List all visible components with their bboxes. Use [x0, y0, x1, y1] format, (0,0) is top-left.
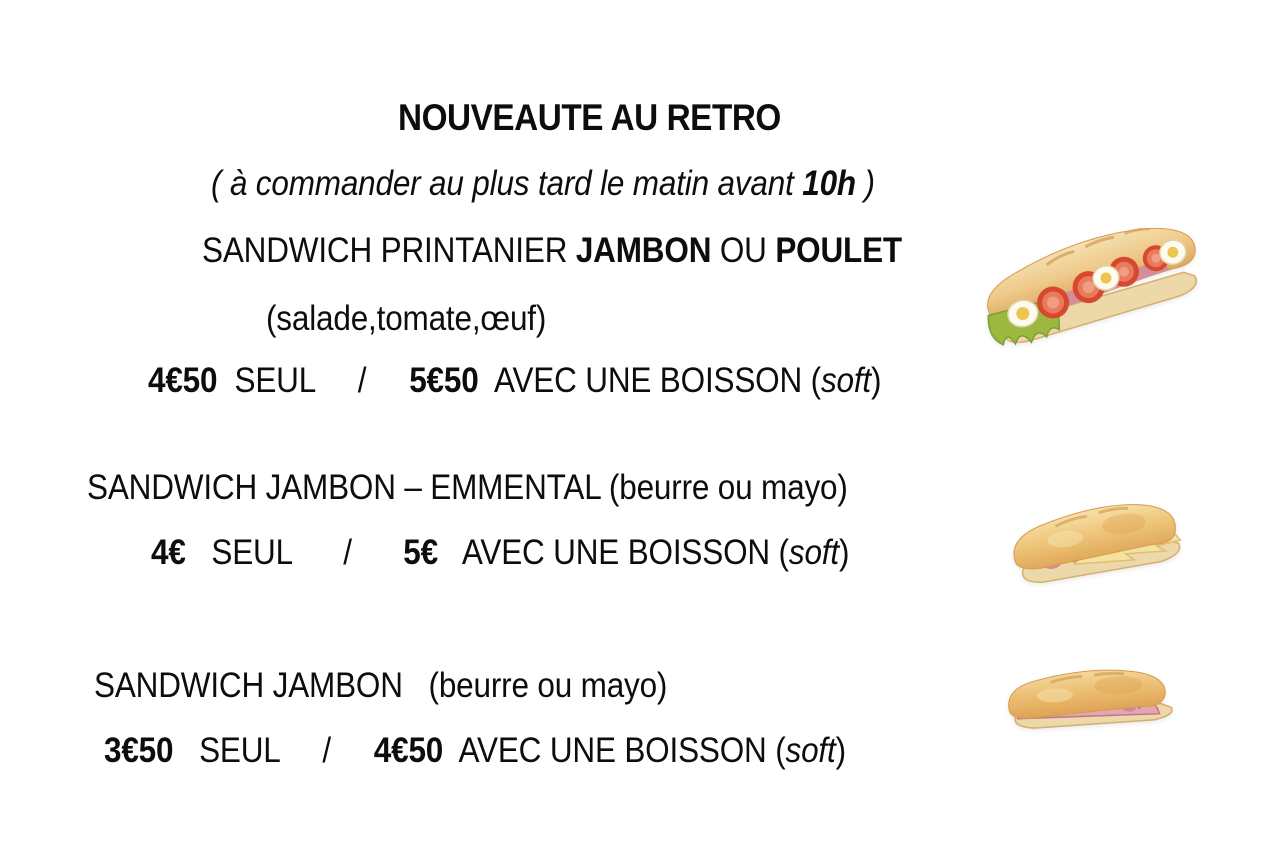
item-printanier-name: SANDWICH PRINTANIER JAMBON OU POULET — [202, 231, 902, 270]
sandwich-printanier-image — [981, 228, 1215, 348]
sandwich-printanier-illustration — [981, 228, 1215, 348]
item-jambon-price: 3€50 SEUL / 4€50 AVEC UNE BOISSON (soft) — [104, 731, 846, 770]
page-title: NOUVEAUTE AU RETRO — [398, 97, 781, 138]
item-printanier-ingredients: (salade,tomate,œuf) — [266, 299, 547, 338]
order-deadline-note: ( à commander au plus tard le matin avant 10h ) — [211, 164, 875, 203]
sandwich-jambon-image — [1003, 666, 1185, 734]
item-jambon-name: SANDWICH JAMBON (beurre ou mayo) — [94, 666, 668, 705]
sandwich-jambon-illustration — [1003, 666, 1185, 734]
sandwich-jambon-emmental-image — [1006, 501, 1192, 585]
item-jambon-emmental-name: SANDWICH JAMBON – EMMENTAL (beurre ou mayo) — [87, 468, 848, 507]
item-jambon-emmental-price: 4€ SEUL / 5€ AVEC UNE BOISSON (soft) — [151, 533, 850, 572]
item-printanier-price: 4€50 SEUL / 5€50 AVEC UNE BOISSON (soft) — [148, 361, 882, 400]
sandwich-jambon-emmental-illustration — [1006, 501, 1192, 585]
